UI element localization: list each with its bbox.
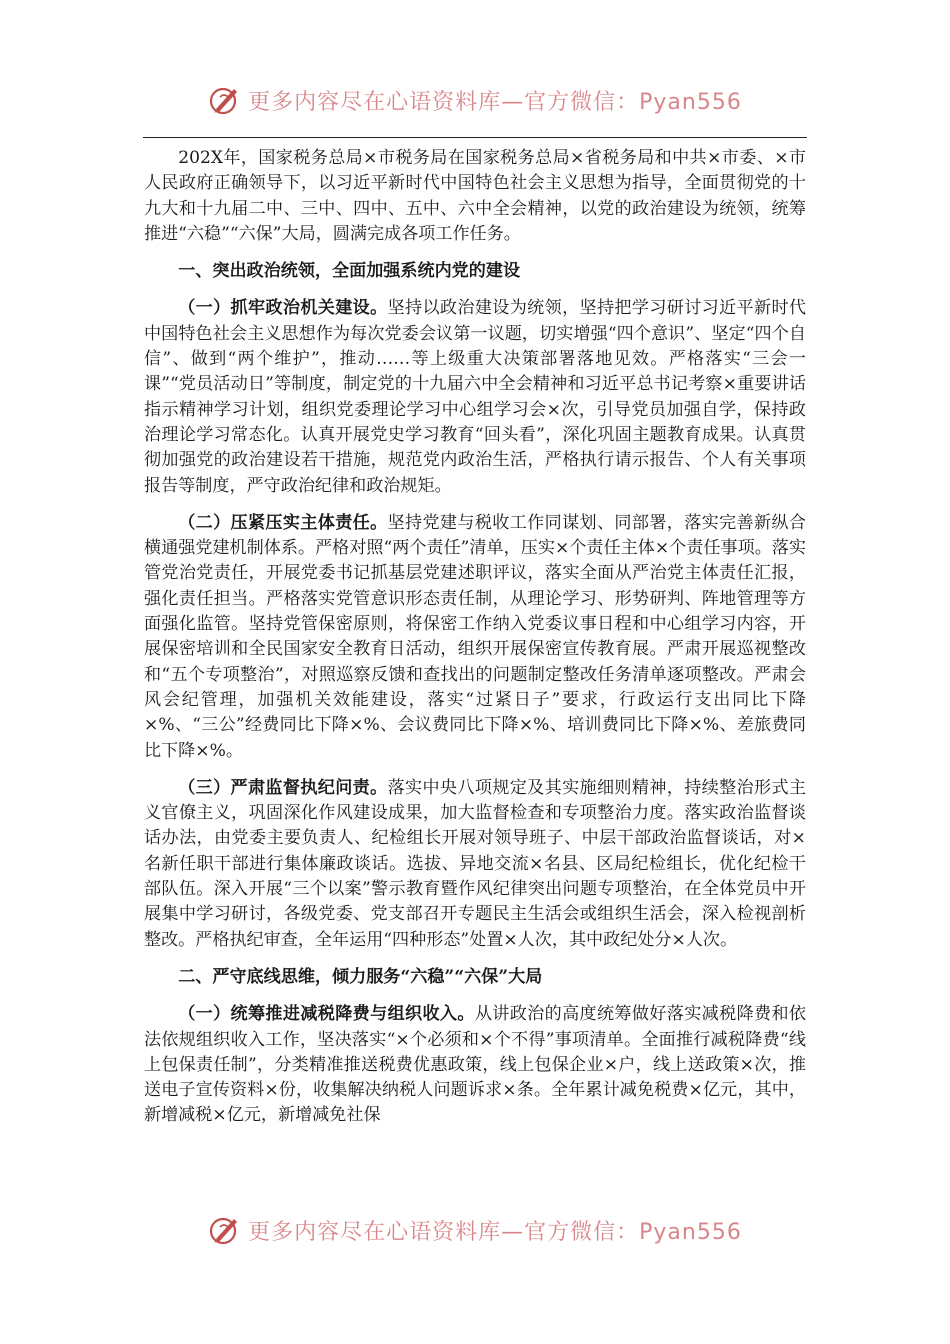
section-heading-1: 一、突出政治统领，全面加强系统内党的建设 bbox=[178, 261, 521, 282]
paragraph-1-1 bbox=[144, 296, 806, 498]
header-divider bbox=[143, 137, 807, 138]
paragraph-lead: （一）统筹推进减税降费与组织收入。 bbox=[178, 1004, 475, 1025]
paragraph-1-2 bbox=[144, 511, 806, 764]
paragraph-text: 坚持以政治建设为统领，坚持把学习研讨习近平新时代中国特色社会主义思想作为每次党委会议第一议题，切实增强“四个意识”、坚定“四个自信”、做到“两个维护”，推动……等上级重大决策部署落地见效。严格落实“三会一课”“党员活动日”等制度，制定党的十九届六中全会精神和习近平总书记考察×重要讲话指示精神学习计划，组织党委理论学习中心组学习会×次，引导党员加强自学，保持政治理论学习常态化。认真开展党史学习教育“回头看”，深化巩固主题教育成果。认真贯彻加强党的政治建设若干措施，规范党内政治生活，严格执行请示报告、个人有关事项报告等制度，严守政治纪律和政治规矩。 bbox=[144, 298, 806, 496]
paragraph-lead: （二）压紧压实主体责任。 bbox=[178, 512, 388, 533]
pen-nib-logo-icon bbox=[208, 1213, 242, 1247]
top-banner bbox=[0, 80, 950, 120]
bottom-banner bbox=[0, 1210, 950, 1250]
paragraph-lead: （一）抓牢政治机关建设。 bbox=[178, 298, 388, 319]
section-heading-2: 二、严守底线思维，倾力服务“六稳”“六保”大局 bbox=[178, 966, 543, 987]
paragraph-1-3 bbox=[144, 776, 806, 953]
paragraph-text: 坚持党建与税收工作同谋划、同部署，落实完善新纵合横通强党建机制体系。严格对照“两个责任”清单，压实×个责任主体×个责任事项。落实管党治党责任，开展党委书记抓基层党建述职评议，落实全面从严治党主体责任汇报，强化责任担当。严格落实党管意识形态责任制，从理论学习、形势研判、阵地管理等方面强化监管。坚持党管保密原则，将保密工作纳入党委议事日程和中心组学习内容，开展保密培训和全民国家安全教育日活动，组织开展保密宣传教育展。严肃开展巡视整改和“五个专项整治”，对照巡察反馈和查找出的问题制定整改任务清单逐项整改。严肃会风会纪管理，加强机关效能建设，落实“过紧日子”要求，行政运行支出同比下降×%、“三公”经费同比下降×%、会议费同比下降×%、培训费同比下降×%、差旅费同比下降×%。 bbox=[144, 512, 806, 761]
pen-nib-logo-icon bbox=[208, 83, 242, 117]
banner-text: 更多内容尽在心语资料库—官方微信：Pyan556 bbox=[248, 89, 742, 115]
paragraph-2-1 bbox=[144, 1002, 806, 1128]
paragraph-text: 落实中央八项规定及其实施细则精神，持续整治形式主义官僚主义，巩固深化作风建设成果，加大监督检查和专项整治力度。落实政治监督谈话办法，由党委主要负责人、纪检组长开展对领导班子、中层干部政治监督谈话，对×名新任职干部进行集体廉政谈话。选拔、异地交流×名县、区局纪检组长，优化纪检干部队伍。深入开展“三个以案”警示教育暨作风纪律突出问题专项整治，在全体党员中开展集中学习研讨，各级党委、党支部召开专题民主生活会或组织生活会，深入检视剖析整改。严格执纪审查，全年运用“四种形态”处置×人次，其中政纪处分×人次。 bbox=[144, 777, 806, 950]
paragraph-text: 从讲政治的高度统筹做好落实减税降费和依法依规组织收入工作，坚决落实“×个必须和×个不得”事项清单。全面推行减税降费“线上包保责任制”，分类精准推送税费优惠政策，线上包保企业×户，线上送政策×次，推送电子宣传资料×份，收集解决纳税人问题诉求×条。全年累计减免税费×亿元，其中，新增减税×亿元，新增减免社保 bbox=[144, 1004, 807, 1126]
document-body bbox=[144, 146, 806, 1129]
intro-paragraph: 202X年，国家税务总局×市税务局在国家税务总局×省税务局和中共×市委、×市人民政府正确领导下，以习近平新时代中国特色社会主义思想为指导，全面贯彻党的十九大和十九届二中、三中、四中、五中、六中全会精神，以党的政治建设为统领，统筹推进“六稳”“六保”大局，圆满完成各项工作任务。 bbox=[144, 148, 806, 244]
banner-text: 更多内容尽在心语资料库—官方微信：Pyan556 bbox=[248, 1219, 742, 1245]
paragraph-lead: （三）严肃监督执纪问责。 bbox=[178, 777, 388, 798]
